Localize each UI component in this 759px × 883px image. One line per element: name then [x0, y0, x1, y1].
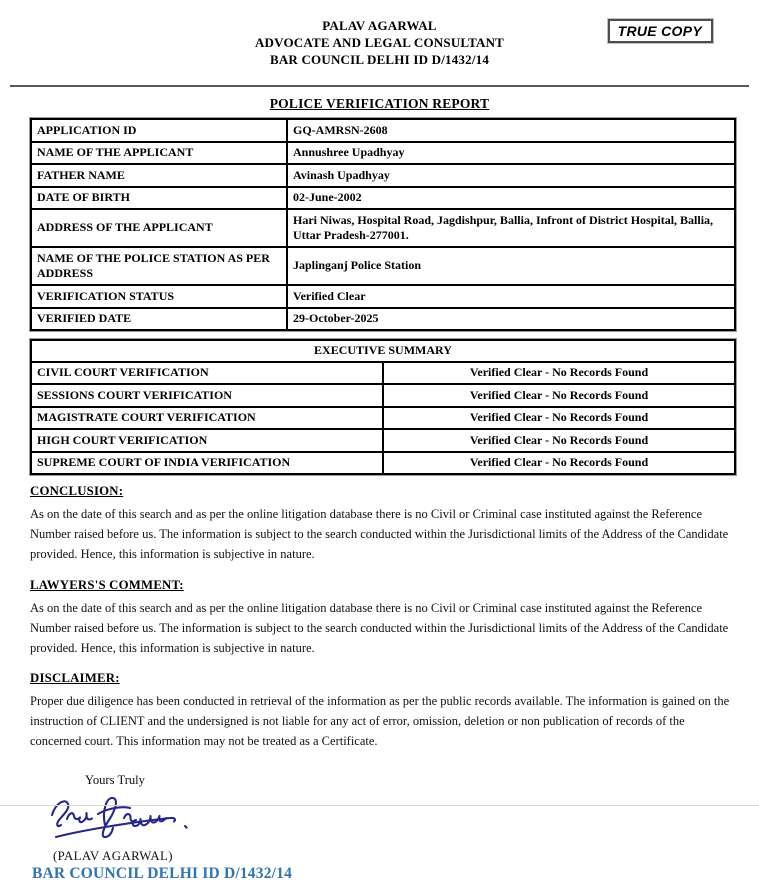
- advocate-name: PALAV AGARWAL: [322, 18, 437, 33]
- bar-council-id-footer: BAR COUNCIL DELHI ID D/1432/14: [32, 865, 293, 882]
- lawyers-comment-section: [30, 578, 731, 658]
- row-value: Verified Clear - No Records Found: [383, 407, 735, 430]
- row-value: Verified Clear - No Records Found: [383, 384, 735, 407]
- row-label: ADDRESS OF THE APPLICANT: [31, 209, 287, 247]
- table-row: [31, 452, 735, 475]
- table-header-row: [31, 340, 735, 362]
- signature-ink-strokes: [48, 793, 203, 847]
- table-row: [31, 247, 735, 285]
- table-row: [31, 187, 735, 210]
- lawyers-comment-heading: LAWYERS'S COMMENT:: [30, 578, 184, 592]
- row-value: Annushree Upadhyay: [287, 142, 735, 165]
- report-title: POLICE VERIFICATION REPORT: [269, 96, 490, 111]
- table-row: [31, 429, 735, 452]
- signatory-name: (PALAV AGARWAL): [53, 849, 173, 863]
- row-label: CIVIL COURT VERIFICATION: [31, 362, 383, 385]
- handwritten-signature-image: [48, 793, 759, 847]
- row-value: 02-June-2002: [287, 187, 735, 210]
- row-label: DATE OF BIRTH: [31, 187, 287, 210]
- closing-salutation: Yours Truly: [85, 773, 145, 787]
- conclusion-heading: CONCLUSION:: [30, 484, 124, 498]
- row-value: Verified Clear: [287, 285, 735, 308]
- row-value: Verified Clear - No Records Found: [383, 362, 735, 385]
- row-value: Verified Clear - No Records Found: [383, 429, 735, 452]
- row-label: SESSIONS COURT VERIFICATION: [31, 384, 383, 407]
- row-label: VERIFICATION STATUS: [31, 285, 287, 308]
- true-copy-stamp: TRUE COPY: [608, 19, 713, 43]
- row-value: GQ-AMRSN-2608: [287, 119, 735, 142]
- executive-summary-table: [30, 339, 736, 475]
- row-value: Verified Clear - No Records Found: [383, 452, 735, 475]
- row-value: Avinash Upadhyay: [287, 164, 735, 187]
- advocate-designation: ADVOCATE AND LEGAL CONSULTANT: [254, 35, 505, 50]
- table-row: [31, 362, 735, 385]
- row-label: MAGISTRATE COURT VERIFICATION: [31, 407, 383, 430]
- table-row: [31, 119, 735, 142]
- row-label: NAME OF THE APPLICANT: [31, 142, 287, 165]
- lawyers-comment-text: As on the date of this search and as per the online litigation database there is no Civil or Criminal case instituted against the Reference Number raised before us. The information is subject to the search conducted within the Jurisdictional limits of the Address of the Candidate provided. Hence, this information is subjective in nature.: [30, 601, 729, 655]
- row-label: SUPREME COURT OF INDIA VERIFICATION: [31, 452, 383, 475]
- disclaimer-section: [30, 671, 731, 751]
- row-value: 29-October-2025: [287, 308, 735, 331]
- table-row: [31, 142, 735, 165]
- disclaimer-text: Proper due diligence has been conducted in retrieval of the information as per the public records available. The information is gained on the instruction of CLIENT and the undersigned is not liable for any act of error, omission, deletion or non publication of records of the concerned court. This information may not be treated as a Certificate.: [30, 694, 730, 748]
- table-row: [31, 384, 735, 407]
- row-label: FATHER NAME: [31, 164, 287, 187]
- executive-summary-title: EXECUTIVE SUMMARY: [31, 340, 735, 362]
- row-value: Japlinganj Police Station: [287, 247, 735, 285]
- row-value: Hari Niwas, Hospital Road, Jagdishpur, Ballia, Infront of District Hospital, Ballia, Uttar Pradesh-277001.: [287, 209, 735, 247]
- header-divider: [10, 85, 749, 87]
- row-label: VERIFIED DATE: [31, 308, 287, 331]
- row-label: APPLICATION ID: [31, 119, 287, 142]
- table-row: [31, 164, 735, 187]
- table-row: [31, 308, 735, 331]
- table-row: [31, 209, 735, 247]
- disclaimer-heading: DISCLAIMER:: [30, 671, 120, 685]
- row-label: HIGH COURT VERIFICATION: [31, 429, 383, 452]
- bar-council-id-header: BAR COUNCIL DELHI ID D/1432/14: [269, 52, 490, 67]
- conclusion-section: [30, 484, 731, 564]
- table-row: [31, 285, 735, 308]
- applicant-details-table: [30, 118, 736, 331]
- row-label: NAME OF THE POLICE STATION AS PER ADDRESS: [31, 247, 287, 285]
- table-row: [31, 407, 735, 430]
- page-bottom-edge: [0, 805, 759, 806]
- conclusion-text: As on the date of this search and as per the online litigation database there is no Civil or Criminal case instituted against the Reference Number raised before us. The information is subject to the search conducted within the Jurisdictional limits of the Address of the Candidate provided. Hence, this information is subjective in nature.: [30, 507, 729, 561]
